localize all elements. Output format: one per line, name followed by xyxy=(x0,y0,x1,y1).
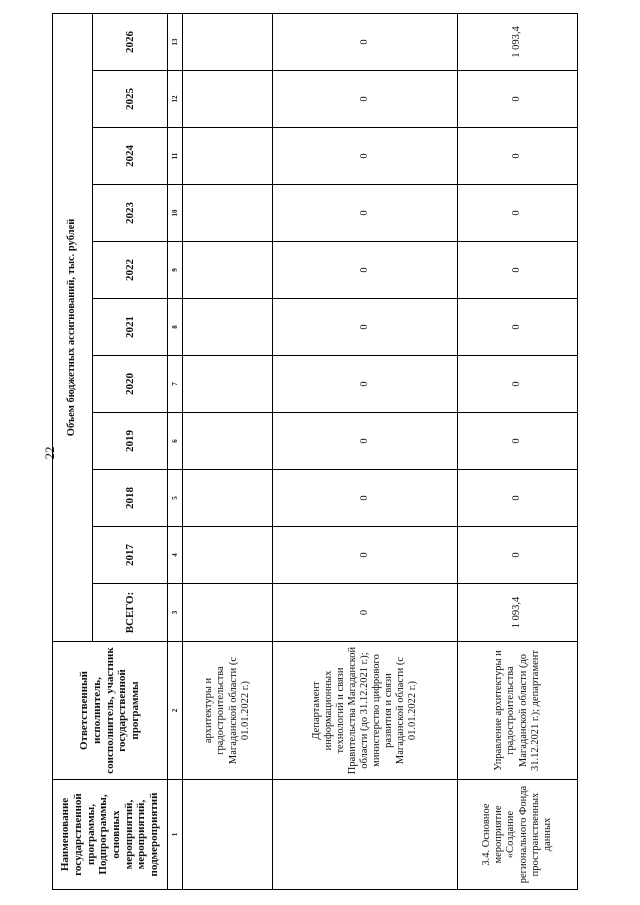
header-year: 2021 xyxy=(93,299,168,356)
cell-value: 0 xyxy=(458,413,578,470)
cell-value: 0 xyxy=(273,128,458,185)
cell-total: 0 xyxy=(273,584,458,642)
column-index: 5 xyxy=(168,470,183,527)
cell-value: 0 xyxy=(458,71,578,128)
header-responsible: Ответственный исполнитель, соисполнитель, участник государственной программы xyxy=(53,642,168,780)
table-row xyxy=(458,13,578,889)
cell-value: 0 xyxy=(273,242,458,299)
cell-total xyxy=(183,584,273,642)
budget-table xyxy=(52,13,578,890)
row-responsible: Управление архитектуры и градостроительства Магаданской области (до 31.12.2021 г.); департамент xyxy=(458,642,578,780)
header-year: 2025 xyxy=(93,71,168,128)
header-funding: Объем бюджетных ассигнований, тыс. рублей xyxy=(53,13,93,641)
cell-value: 0 xyxy=(458,527,578,584)
cell-value: 0 xyxy=(273,185,458,242)
column-index: 11 xyxy=(168,128,183,185)
cell-value xyxy=(183,242,273,299)
table-row xyxy=(183,13,273,889)
header-name: Наименование государственной программы, Подпрограммы, основных мероприятий, мероприятий, подмероприятий xyxy=(53,780,168,890)
cell-value: 0 xyxy=(458,185,578,242)
row-name xyxy=(273,780,458,890)
cell-value: 0 xyxy=(273,527,458,584)
column-index: 13 xyxy=(168,13,183,70)
column-index: 4 xyxy=(168,527,183,584)
cell-value: 0 xyxy=(458,128,578,185)
header-total: ВСЕГО: xyxy=(93,584,168,642)
cell-value: 0 xyxy=(273,356,458,413)
cell-value: 0 xyxy=(458,299,578,356)
cell-value: 0 xyxy=(273,413,458,470)
header-year: 2019 xyxy=(93,413,168,470)
cell-value: 0 xyxy=(273,299,458,356)
row-name xyxy=(183,780,273,890)
cell-total: 1 093,4 xyxy=(458,584,578,642)
column-index: 9 xyxy=(168,242,183,299)
cell-value: 0 xyxy=(273,470,458,527)
cell-value xyxy=(183,128,273,185)
cell-value xyxy=(183,470,273,527)
header-year: 2017 xyxy=(93,527,168,584)
column-index: 1 xyxy=(168,780,183,890)
row-responsible: Департамент информационных технологий и связи Правительства Магаданской области (до 31.12.2021 г.); министерство цифрового развития и связи Магаданской области (с 01.01.2022 г.) xyxy=(273,642,458,780)
column-index: 6 xyxy=(168,413,183,470)
table-row xyxy=(273,13,458,889)
header-year: 2020 xyxy=(93,356,168,413)
rotated-page xyxy=(52,14,572,890)
header-year: 2018 xyxy=(93,470,168,527)
column-index: 7 xyxy=(168,356,183,413)
page-number: 22 xyxy=(42,446,57,460)
row-name: 3.4. Основное мероприятие «Создание регионального Фонда пространственных данных xyxy=(458,780,578,890)
header-year: 2023 xyxy=(93,185,168,242)
column-index: 3 xyxy=(168,584,183,642)
cell-value xyxy=(183,356,273,413)
column-index: 12 xyxy=(168,71,183,128)
cell-value: 0 xyxy=(273,71,458,128)
cell-value xyxy=(183,527,273,584)
cell-value xyxy=(183,413,273,470)
cell-value: 0 xyxy=(458,470,578,527)
cell-value xyxy=(183,71,273,128)
column-index: 8 xyxy=(168,299,183,356)
cell-value: 0 xyxy=(458,356,578,413)
cell-value: 0 xyxy=(458,242,578,299)
header-year: 2022 xyxy=(93,242,168,299)
header-year: 2026 xyxy=(93,13,168,70)
column-index: 2 xyxy=(168,642,183,780)
index-row xyxy=(168,13,183,889)
cell-value: 0 xyxy=(273,13,458,70)
header-year: 2024 xyxy=(93,128,168,185)
cell-value xyxy=(183,299,273,356)
row-responsible: архитектуры и градостроительства Магаданской области (с 01.01.2022 г.) xyxy=(183,642,273,780)
column-index: 10 xyxy=(168,185,183,242)
cell-value xyxy=(183,13,273,70)
cell-value: 1 093,4 xyxy=(458,13,578,70)
cell-value xyxy=(183,185,273,242)
